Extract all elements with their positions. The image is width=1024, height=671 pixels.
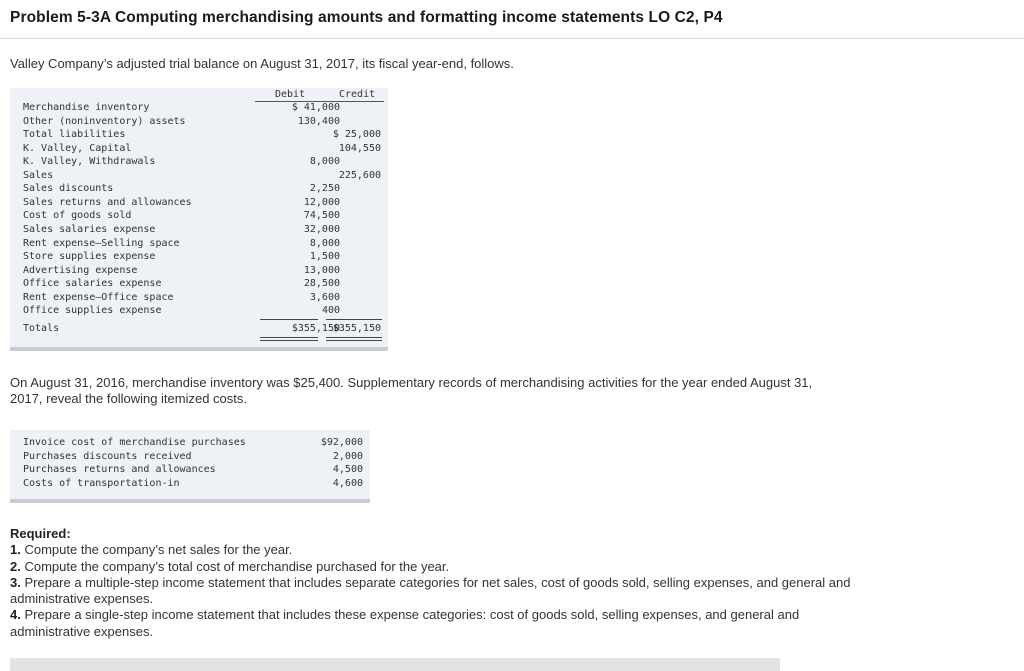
account-name: Sales (23, 169, 54, 181)
debit-amount: 1,500 (309, 251, 340, 263)
trial-balance-row (23, 265, 383, 279)
trial-balance-row (23, 210, 383, 224)
totals-debit: $355,150 (291, 323, 340, 334)
cost-label: Purchases discounts received (23, 450, 192, 462)
account-name: K. Valley, Withdrawals (23, 156, 156, 168)
trial-balance-panel-edge (10, 347, 388, 351)
debit-amount: $ 41,000 (291, 102, 340, 113)
problem-title: Problem 5-3A Computing merchandising amounts and formatting income statements LO C2, P4 (10, 9, 723, 26)
account-name: Rent expense—Office space (23, 291, 174, 303)
required-text: Prepare a multiple-step income statement that includes separate categories for net sales, cost of goods sold, selling expenses, and general and administrative expenses. (10, 574, 851, 607)
account-name: Merchandise inventory (23, 102, 150, 113)
required-text: Compute the company’s net sales for the year. (24, 542, 293, 558)
required-item (10, 575, 870, 608)
required-num: 4. (10, 607, 21, 623)
account-name: Sales returns and allowances (23, 196, 192, 208)
debit-amount: 28,500 (303, 278, 340, 290)
totals-row (23, 323, 383, 337)
debit-amount: 400 (321, 305, 340, 317)
account-name: Office supplies expense (23, 305, 162, 317)
required-item (10, 542, 870, 558)
account-name: Sales discounts (23, 183, 114, 195)
bottom-scroll-bar (10, 658, 780, 671)
cost-amount: 2,000 (332, 450, 363, 462)
credit-amount: 104,550 (338, 142, 381, 154)
cost-row (23, 451, 363, 465)
debit-amount: 2,250 (309, 183, 340, 195)
intro-text: Valley Company’s adjusted trial balance on August 31, 2017, its fiscal year-end, follows. (10, 56, 514, 71)
debit-amount: 8,000 (309, 237, 340, 249)
debit-amount: 32,000 (303, 223, 340, 235)
debit-amount: 13,000 (303, 264, 340, 276)
trial-balance-row (23, 278, 383, 292)
account-name: Total liabilities (23, 129, 126, 141)
debit-amount: 8,000 (309, 156, 340, 168)
debit-amount: 74,500 (303, 210, 340, 222)
cost-amount: 4,500 (332, 464, 363, 476)
credit-subtotal-rule (326, 319, 382, 320)
account-name: Cost of goods sold (23, 210, 132, 222)
account-name: K. Valley, Capital (23, 142, 132, 154)
account-name: Rent expense—Selling space (23, 237, 180, 249)
totals-credit: $355,150 (332, 323, 381, 334)
credit-header: Credit (339, 89, 376, 100)
costs-panel-edge (10, 499, 370, 503)
trial-balance-row (23, 251, 383, 265)
cost-amount: $92,000 (320, 437, 363, 448)
debit-subtotal-rule (260, 319, 318, 320)
debit-amount: 3,600 (309, 291, 340, 303)
required-item (10, 607, 870, 640)
trial-balance-row (23, 143, 383, 157)
cost-label: Costs of transportation-in (23, 477, 180, 489)
cost-label: Invoice cost of merchandise purchases (23, 437, 246, 448)
title-divider (0, 38, 1024, 39)
trial-balance-row (23, 183, 383, 197)
debit-double-rule-2 (260, 340, 318, 341)
required-section (10, 526, 870, 640)
required-num: 3. (10, 574, 21, 590)
trial-balance-row (23, 238, 383, 252)
debit-double-rule-1 (260, 337, 318, 338)
inventory-paragraph: On August 31, 2016, merchandise inventory was $25,400. Supplementary records of merchandising activities for the year ended August 31, 2017, reveal the following itemized costs. (10, 375, 813, 406)
trial-balance-row (23, 224, 383, 238)
required-text: Prepare a single-step income statement that includes these expense categories: cost of goods sold, selling expenses, and general and administrative expenses. (10, 607, 800, 639)
trial-balance-row (23, 116, 383, 130)
trial-balance-row (23, 292, 383, 306)
cost-label: Purchases returns and allowances (23, 464, 216, 476)
debit-amount: 130,400 (297, 115, 340, 127)
required-num: 1. (10, 542, 21, 558)
cost-row (23, 464, 363, 478)
account-name: Other (noninventory) assets (23, 115, 186, 127)
credit-double-rule-2 (326, 340, 382, 341)
trial-balance-row (23, 129, 383, 143)
required-text: Compute the company’s total cost of merchandise purchased for the year. (24, 558, 450, 574)
credit-double-rule-1 (326, 337, 382, 338)
cost-row (23, 478, 363, 492)
totals-label: Totals (23, 323, 60, 334)
account-name: Store supplies expense (23, 251, 156, 263)
cost-amount: 4,600 (332, 477, 363, 489)
trial-balance-row (23, 305, 383, 319)
required-heading: Required: (10, 526, 71, 541)
trial-balance-row (23, 197, 383, 211)
trial-balance-row (23, 156, 383, 170)
required-item (10, 559, 870, 575)
cost-row (23, 437, 363, 451)
account-name: Office salaries expense (23, 278, 162, 290)
account-name: Sales salaries expense (23, 223, 156, 235)
account-name: Advertising expense (23, 264, 138, 276)
credit-amount: 225,600 (338, 169, 381, 181)
trial-balance-row (23, 170, 383, 184)
trial-balance-row (23, 102, 383, 116)
credit-amount: $ 25,000 (332, 129, 381, 141)
debit-header: Debit (275, 89, 306, 100)
required-num: 2. (10, 558, 21, 574)
debit-amount: 12,000 (303, 196, 340, 208)
